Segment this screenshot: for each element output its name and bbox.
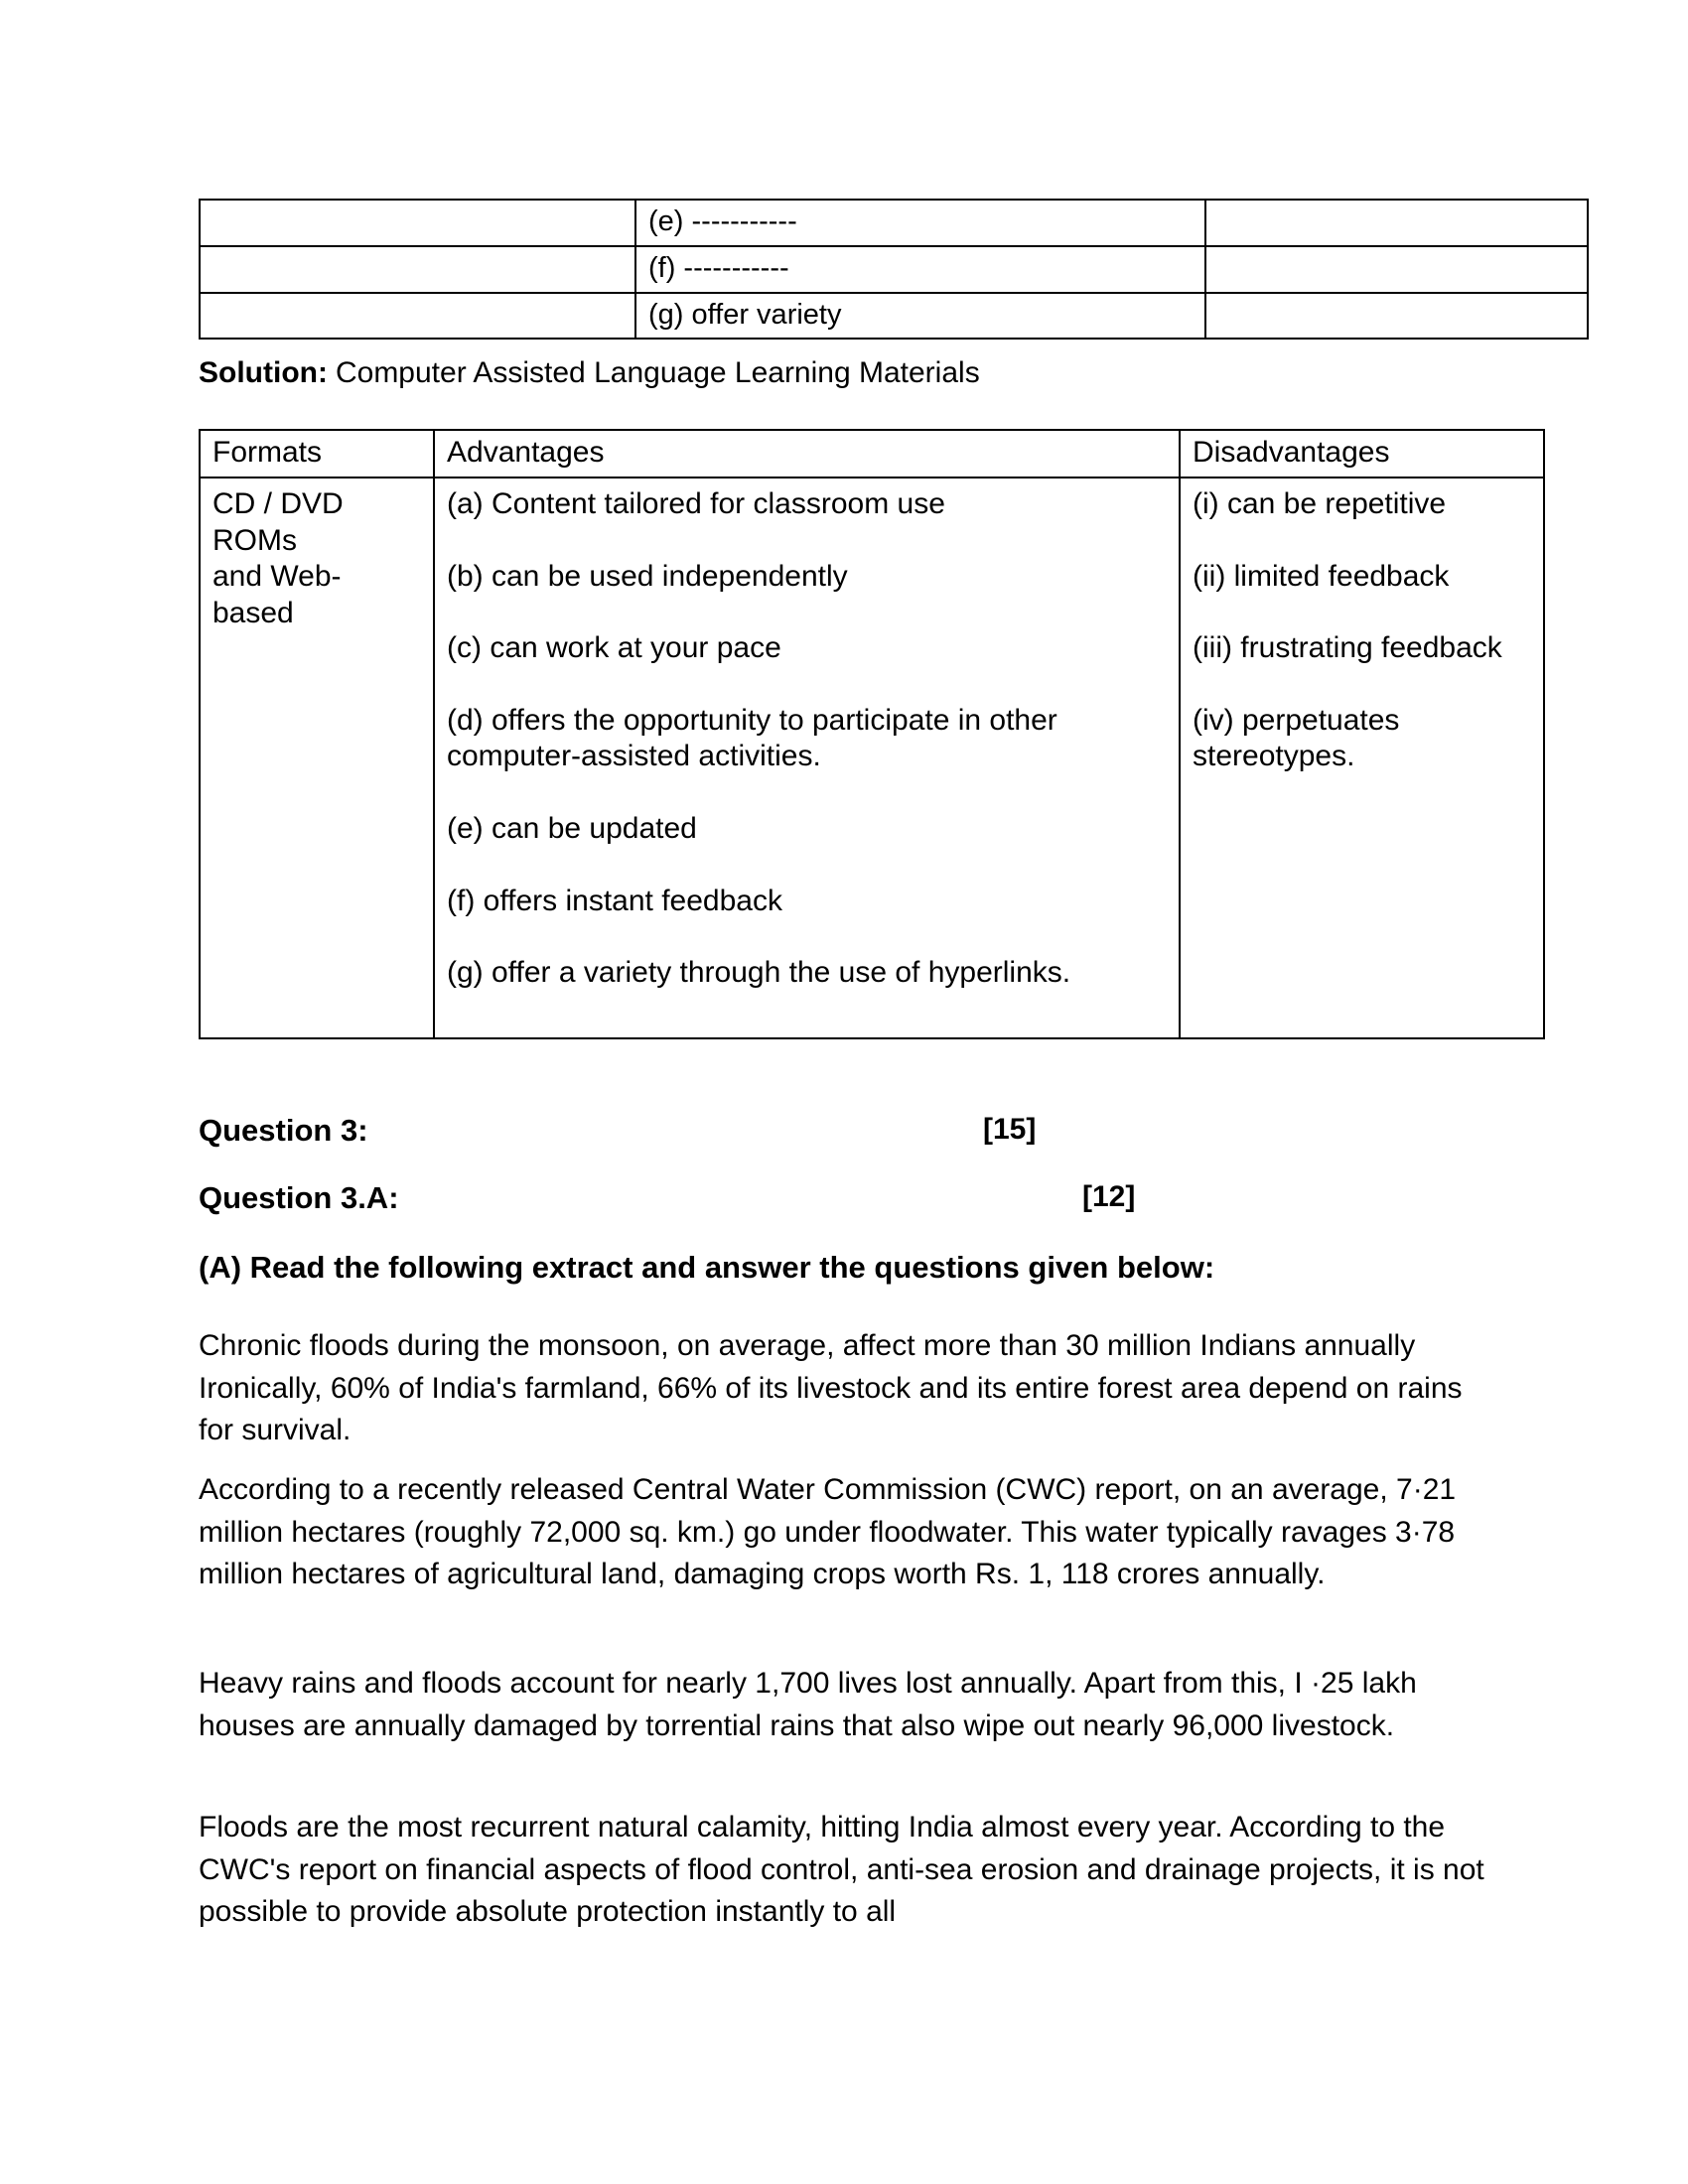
cell-disadvantages [1205, 200, 1588, 246]
question-3-heading [199, 1112, 1489, 1149]
list-item: (d) offers the opportunity to participate in other computer-assisted activities. [447, 703, 1057, 773]
extract-paragraph-2: According to a recently released Central Water Commission (CWC) report, on an average, 7·21 million hectares (roughly 72,000 sq. km.) go under floodwater. This water typically ravages 3·78 million hectares of agricultural land, damaging crops worth Rs. 1, 118 crores annually. [199, 1473, 1457, 1591]
list-item: (g) offer a variety through the use of hyperlinks. [447, 956, 1071, 990]
solution-heading [199, 355, 980, 391]
cell-formats [200, 478, 434, 1038]
list-item: (iv) perpetuates stereotypes. [1193, 703, 1400, 773]
call-materials-table [199, 429, 1545, 1039]
list-item: (b) can be used independently [447, 559, 848, 593]
header-advantages: Advantages [434, 430, 1180, 478]
formats-line: based [212, 596, 294, 629]
list-item: (ii) limited feedback [1193, 559, 1450, 593]
continued-answer-table [199, 199, 1589, 340]
cell-disadvantages [1205, 293, 1588, 340]
table-row [200, 293, 1588, 340]
call-table-head [200, 430, 1544, 478]
solution-text: Computer Assisted Language Learning Materials [335, 356, 980, 389]
cell-disadvantages [1205, 246, 1588, 293]
header-formats: Formats [200, 430, 434, 478]
table-header-row [200, 430, 1544, 478]
formats-line: CD / DVD [212, 487, 344, 520]
solution-label: Solution: [199, 356, 328, 389]
cell-disadvantages [1180, 478, 1544, 1038]
continued-table-body [200, 200, 1588, 339]
disadvantages-list [1193, 486, 1535, 775]
list-item: (iii) frustrating feedback [1193, 631, 1502, 665]
cell-advantages: (g) offer variety [635, 293, 1205, 340]
header-disadvantages: Disadvantages [1180, 430, 1544, 478]
list-item: (a) Content tailored for classroom use [447, 487, 945, 520]
list-item: (f) offers instant feedback [447, 884, 782, 917]
cell-formats [200, 293, 635, 340]
table-row [200, 478, 1544, 1038]
cell-advantages: (e) ----------- [635, 200, 1205, 246]
cell-advantages [434, 478, 1180, 1038]
list-item: (e) can be updated [447, 811, 697, 845]
formats-line: and Web- [212, 560, 342, 594]
question-3a-label: Question 3.A: [199, 1180, 399, 1215]
list-item: (c) can work at your pace [447, 631, 781, 665]
advantages-list [447, 486, 1171, 992]
question-3a-heading [199, 1179, 1489, 1216]
list-item: (i) can be repetitive [1193, 487, 1447, 520]
extract-paragraph-4: Floods are the most recurrent natural calamity, hitting India almost every year. According to the CWC's report on financial aspects of flood control, anti-sea erosion and drainage projects, it is not possible to provide absolute protection instantly to all [199, 1811, 1484, 1929]
cell-formats [200, 246, 635, 293]
cell-formats [200, 200, 635, 246]
cell-advantages: (f) ----------- [635, 246, 1205, 293]
extract-instruction: (A) Read the following extract and answer the questions given below: [199, 1250, 1215, 1285]
formats-lines [212, 486, 425, 631]
call-table-body [200, 478, 1544, 1038]
table-row [200, 246, 1588, 293]
question-3-marks: [15] [983, 1113, 1037, 1146]
extract-paragraph-1: Chronic floods during the monsoon, on average, affect more than 30 million Indians annually Ironically, 60% of India's farmland, 66% of its livestock and its entire forest area depend on rains for survival. [199, 1329, 1463, 1447]
question-3-label: Question 3: [199, 1113, 368, 1148]
extract-paragraph-3: Heavy rains and floods account for nearly 1,700 lives lost annually. Apart from this, I ·25 lakh houses are annually damaged by torrential rains that also wipe out nearly 96,000 livestock. [199, 1667, 1417, 1742]
formats-line: ROMs [212, 523, 297, 557]
table-row [200, 200, 1588, 246]
question-3a-marks: [12] [1082, 1180, 1136, 1213]
